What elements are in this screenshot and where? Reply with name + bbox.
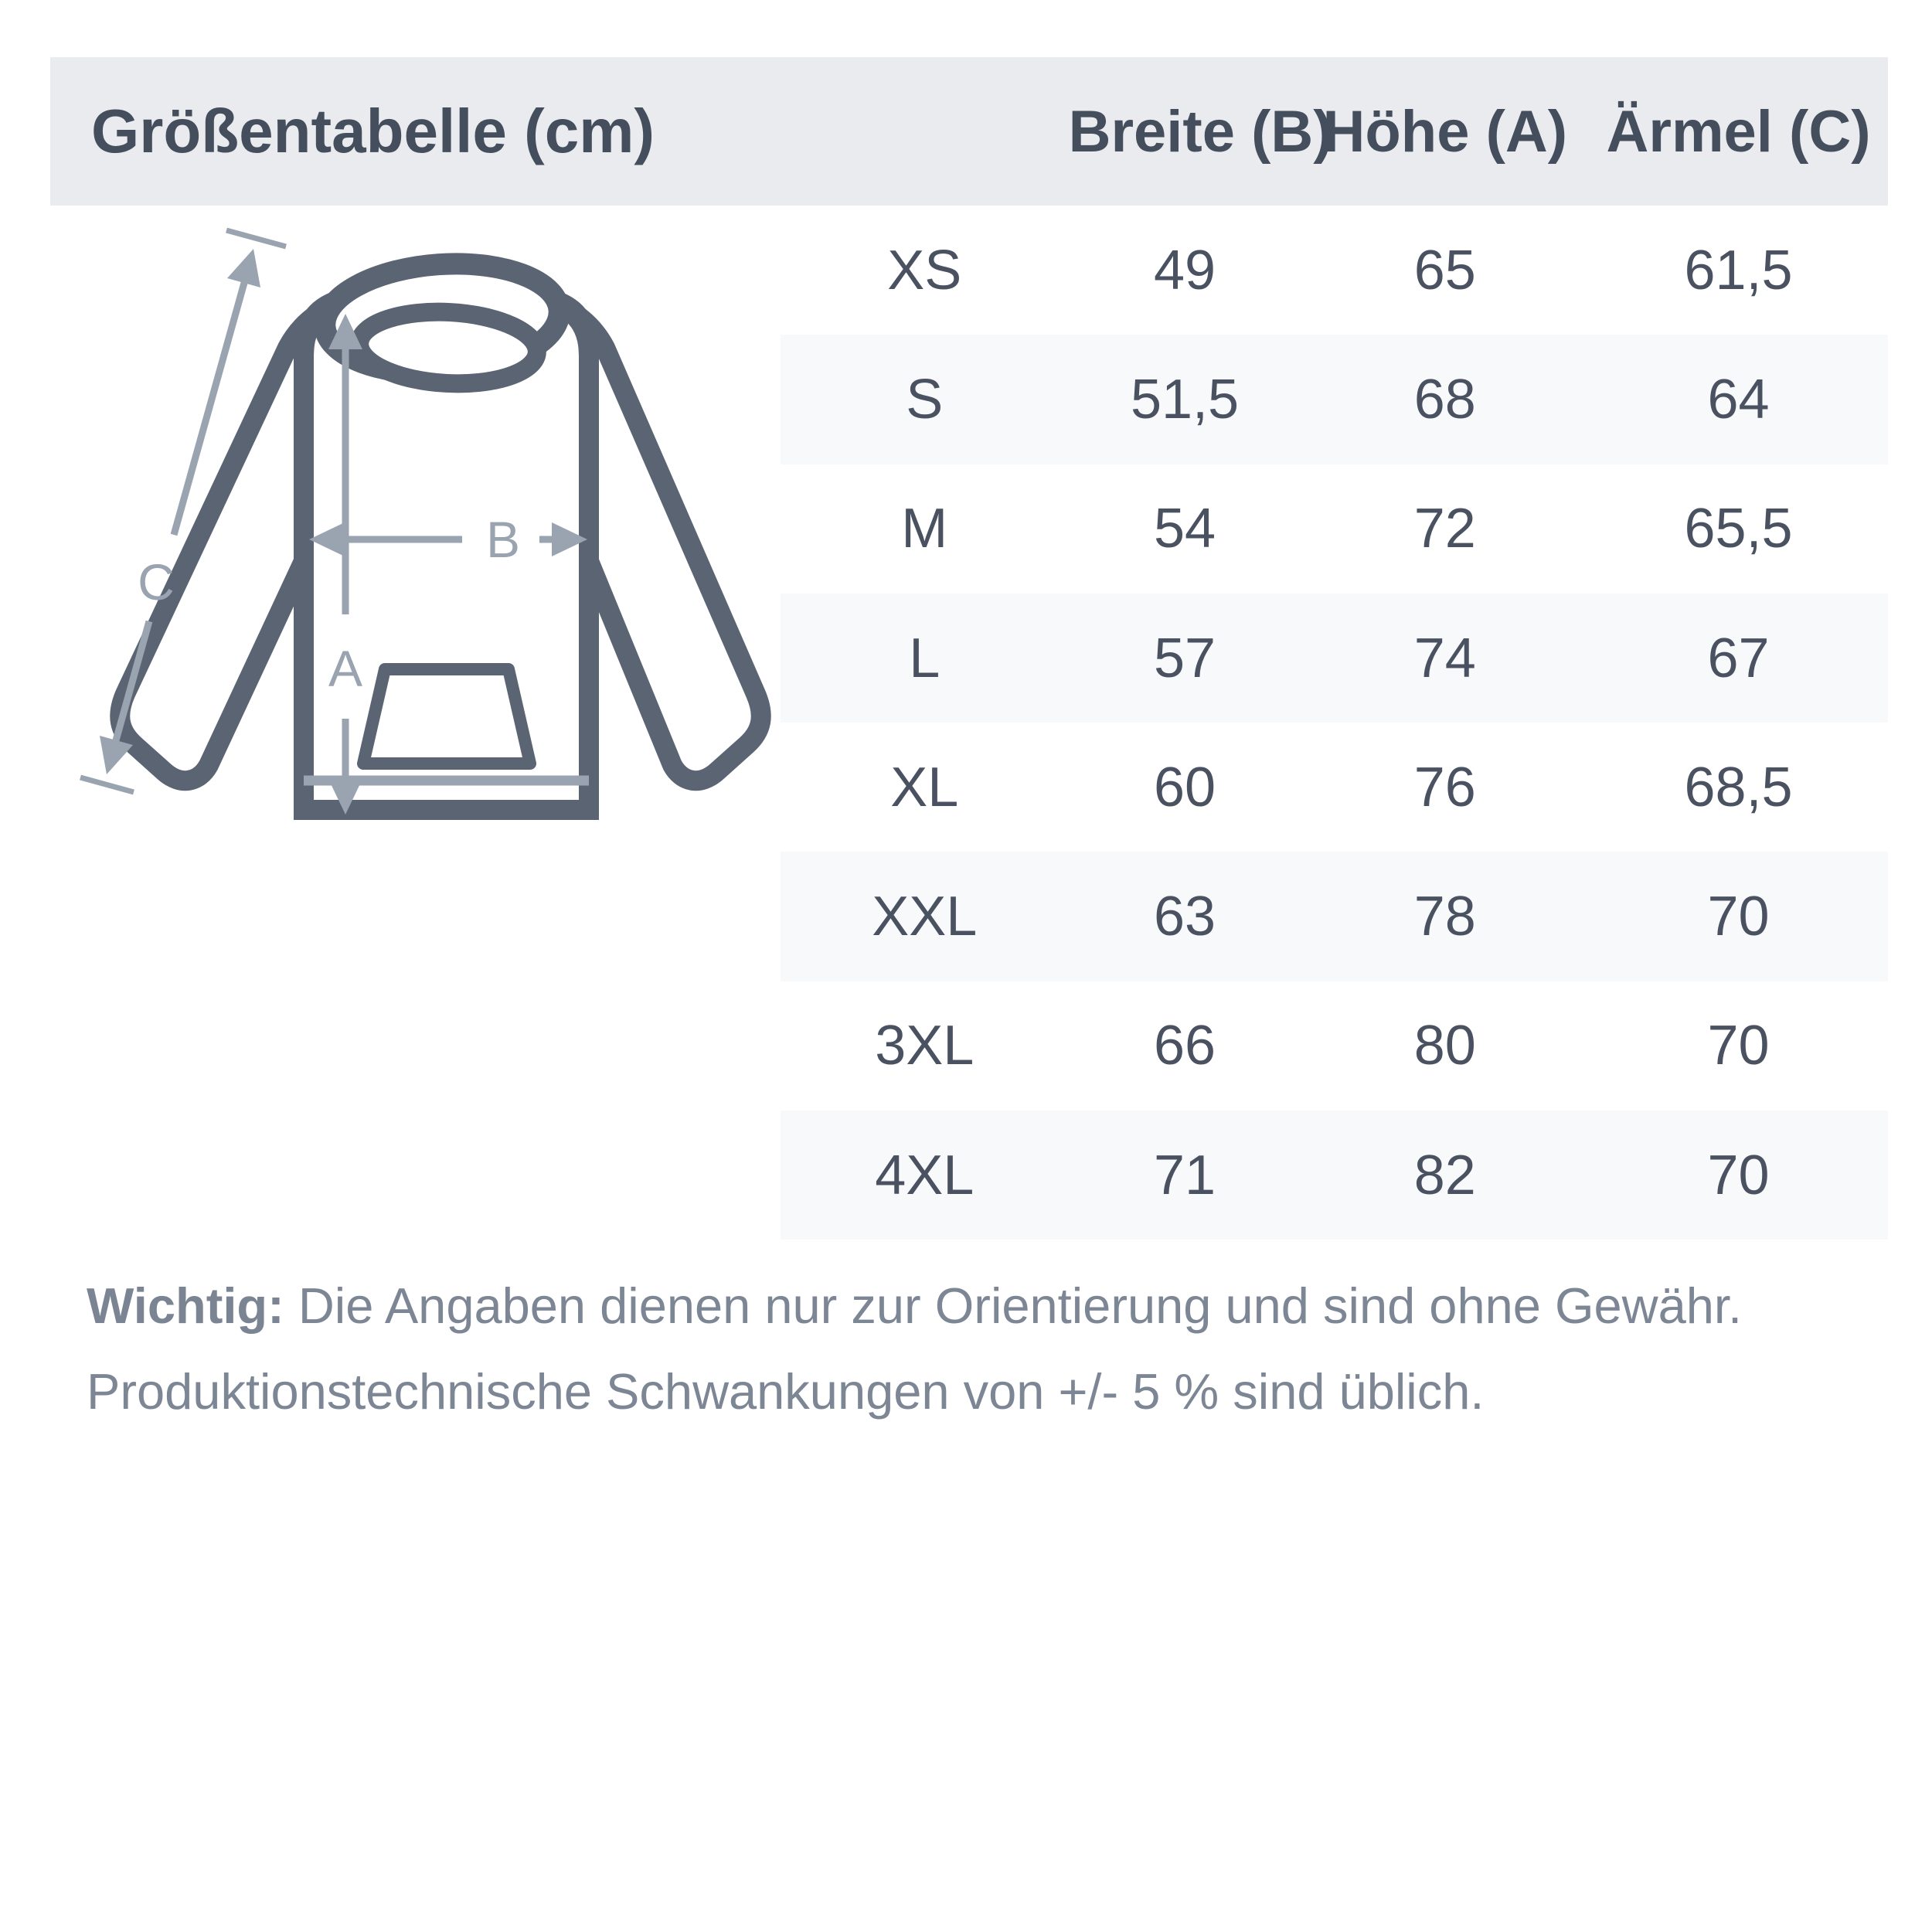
cell-breite: 71 bbox=[1153, 1144, 1216, 1206]
cell-aermel: 70 bbox=[1707, 1144, 1770, 1206]
cell-breite: 54 bbox=[1153, 498, 1216, 560]
table-row bbox=[781, 723, 1888, 852]
cell-breite: 63 bbox=[1153, 886, 1216, 948]
hoodie-diagram-icon bbox=[77, 224, 773, 842]
disclaimer-note bbox=[87, 1263, 1879, 1434]
disclaimer-line1: Die Angaben dienen nur zur Orientierung und sind ohne Gewähr. bbox=[298, 1277, 1743, 1334]
cell-aermel: 65,5 bbox=[1684, 498, 1793, 560]
table-row bbox=[781, 206, 1888, 335]
cell-hoehe: 80 bbox=[1413, 1015, 1476, 1077]
cell-aermel: 67 bbox=[1707, 627, 1770, 689]
disclaimer-line2: Produktionstechnische Schwankungen von +/- 5 % sind üblich. bbox=[87, 1363, 1485, 1420]
disclaimer-label: Wichtig: bbox=[87, 1277, 284, 1334]
page-title: Größentabelle (cm) bbox=[91, 97, 655, 165]
cell-hoehe: 72 bbox=[1413, 498, 1476, 560]
cell-breite: 51,5 bbox=[1130, 368, 1240, 430]
label-b: B bbox=[485, 511, 521, 568]
cell-aermel: 70 bbox=[1707, 1015, 1770, 1077]
cell-hoehe: 82 bbox=[1413, 1144, 1476, 1206]
cell-breite: 60 bbox=[1153, 756, 1216, 818]
cell-hoehe: 78 bbox=[1413, 886, 1476, 948]
cell-aermel: 70 bbox=[1707, 886, 1770, 948]
column-header-breite: Breite (B) bbox=[1068, 98, 1333, 165]
cell-hoehe: 68 bbox=[1413, 368, 1476, 430]
cell-aermel: 64 bbox=[1707, 368, 1770, 430]
cell-aermel: 61,5 bbox=[1684, 239, 1793, 301]
column-header-aermel: Ärmel (C) bbox=[1606, 98, 1871, 165]
cell-size: 4XL bbox=[875, 1144, 975, 1206]
column-headers bbox=[781, 57, 1888, 206]
table-row bbox=[781, 464, 1888, 594]
cell-breite: 66 bbox=[1153, 1015, 1216, 1077]
cell-size: XL bbox=[890, 756, 959, 818]
cell-hoehe: 76 bbox=[1413, 756, 1476, 818]
cell-size: 3XL bbox=[875, 1015, 975, 1077]
cell-size: L bbox=[909, 627, 940, 689]
table-row bbox=[781, 981, 1888, 1111]
cell-hoehe: 74 bbox=[1413, 627, 1476, 689]
table-row bbox=[781, 594, 1888, 723]
size-table bbox=[781, 206, 1888, 1240]
hoodie-measurement-diagram bbox=[77, 224, 773, 842]
cell-size: XXL bbox=[872, 886, 978, 948]
label-c: C bbox=[138, 553, 175, 611]
table-header-bar bbox=[50, 57, 1888, 206]
cell-breite: 57 bbox=[1153, 627, 1216, 689]
cell-aermel: 68,5 bbox=[1684, 756, 1793, 818]
table-row bbox=[781, 335, 1888, 464]
cell-size: M bbox=[901, 498, 948, 560]
column-header-hoehe: Höhe (A) bbox=[1322, 98, 1568, 165]
cell-size: S bbox=[906, 368, 944, 430]
cell-breite: 49 bbox=[1153, 239, 1216, 301]
label-a: A bbox=[328, 640, 363, 697]
cell-hoehe: 65 bbox=[1413, 239, 1476, 301]
table-row bbox=[781, 1111, 1888, 1240]
cell-size: XS bbox=[887, 239, 962, 301]
table-row bbox=[781, 852, 1888, 981]
